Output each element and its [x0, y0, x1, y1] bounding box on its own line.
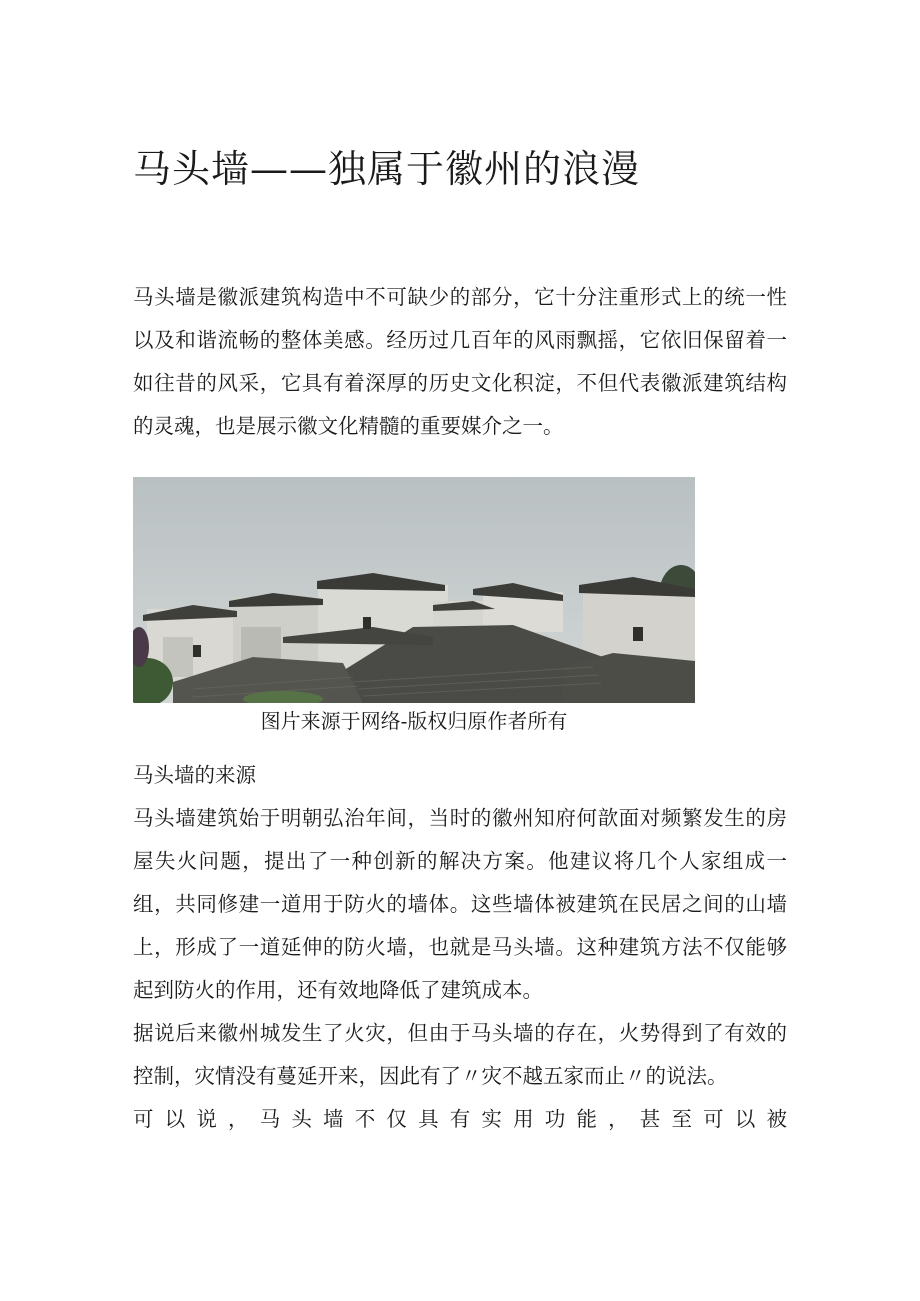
intro-paragraph: 马头墙是徽派建筑构造中不可缺少的部分，它十分注重形式上的统一性以及和谐流畅的整体美感。经历过几百年的风雨飘摇，它依旧保留着一如往昔的风采，它具有着深厚的历史文化积淀，不但代表徽派建筑结构的灵魂，也是展示徽文化精髓的重要媒介之一。	[133, 285, 787, 438]
fire-paragraph: 据说后来徽州城发生了火灾，但由于马头墙的存在，火势得到了有效的控制，灾情没有蔓延开来，因此有了〃灾不越五家而止〃的说法。	[133, 1021, 787, 1088]
huizhou-architecture-photo	[133, 477, 695, 703]
page-title: 马头墙——独属于徽州的浪漫	[133, 147, 641, 192]
closing-paragraph: 可以说，马头墙不仅具有实用功能，甚至可以被	[133, 1107, 787, 1131]
image-caption: 图片来源于网络-版权归原作者所有	[260, 709, 568, 733]
origin-paragraph: 马头墙建筑始于明朝弘治年间，当时的徽州知府何歆面对频繁发生的房屋失火问题，提出了一种创新的解决方案。他建议将几个人家组成一组，共同修建一道用于防火的墙体。这些墙体被建筑在民居之间的山墙上，形成了一道延伸的防火墙，也就是马头墙。这种建筑方法不仅能够起到防火的作用，还有效地降低了建筑成本。	[133, 806, 787, 1002]
section-heading: 马头墙的来源	[133, 763, 256, 787]
